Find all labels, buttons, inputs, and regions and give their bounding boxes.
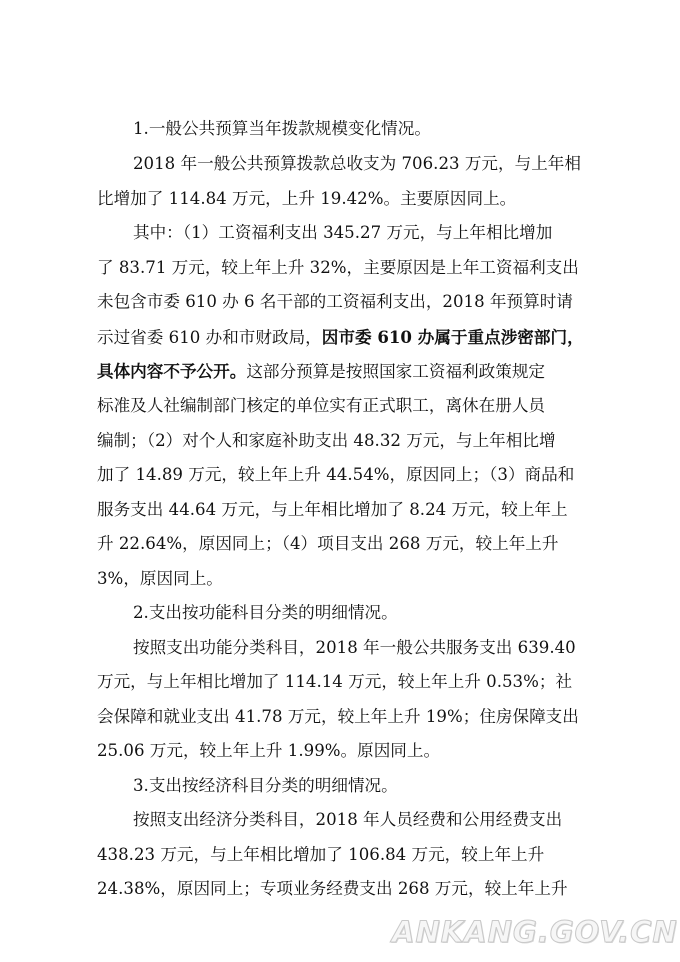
line-text: 未包含市委 610 办 6 名干部的工资福利支出，2018 年预算时请 [97,292,573,311]
paragraph-line-10 [0,426,680,456]
paragraph-line-2 [0,149,680,179]
paragraph-line-5 [0,253,680,283]
paragraph-line-16 [0,633,680,663]
line-text: 编制；（2）对个人和家庭补助支出 48.32 万元，与上年相比增 [97,431,556,450]
paragraph-line-18 [0,702,680,732]
paragraph-line-19 [0,736,680,766]
paragraph-line-3 [0,184,680,214]
line-text: 2.支出按功能科目分类的明细情况。 [133,603,398,622]
paragraph-line-17 [0,667,680,697]
paragraph-line-12 [0,495,680,525]
paragraph-line-8 [0,356,680,386]
line-text: 3%，原因同上。 [97,569,223,588]
paragraph-line-20 [0,771,680,801]
paragraph-line-9 [0,391,680,421]
line-text-bold: 因市委 610 办属于重点涉密部门， [321,327,584,347]
site-watermark: ANKANG.GOV.CN [392,915,678,949]
paragraph-line-6 [0,287,680,317]
paragraph-line-13 [0,529,680,559]
paragraph-line-14 [0,564,680,594]
line-text: 其中：（1）工资福利支出 345.27 万元，与上年相比增加 [133,223,553,242]
paragraph-line-1 [0,114,680,144]
line-text: 了 83.71 万元，较上年上升 32%，主要原因是上年工资福利支出 [97,258,579,277]
line-text-bold: 具体内容不予公开。 [97,361,247,381]
line-text: 24.38%，原因同上；专项业务经费支出 268 万元，较上年上升 [97,879,568,898]
line-text: 1.一般公共预算当年拨款规模变化情况。 [133,119,431,138]
line-text: 加了 14.89 万元，较上年上升 44.54%，原因同上；（3）商品和 [97,465,575,484]
line-text: 示过省委 610 办和市财政局， [97,328,322,347]
line-text: 按照支出功能分类科目，2018 年一般公共服务支出 639.40 [133,638,576,657]
line-text: 25.06 万元，较上年上升 1.99%。原因同上。 [97,741,441,760]
line-text: 服务支出 44.64 万元，与上年相比增加了 8.24 万元，较上年上 [97,500,568,519]
line-text: 3.支出按经济科目分类的明细情况。 [133,776,398,795]
line-text: 比增加了 114.84 万元，上升 19.42%。主要原因同上。 [97,189,517,208]
line-text: 按照支出经济分类科目，2018 年人员经费和公用经费支出 [133,810,563,829]
line-text: 会保障和就业支出 41.78 万元，较上年上升 19%；住房保障支出 [97,707,579,726]
line-text: 这部分预算是按照国家工资福利政策规定 [246,362,546,381]
paragraph-line-4 [0,218,680,248]
line-text: 标准及人社编制部门核定的单位实有正式职工，离休在册人员 [97,396,546,415]
line-text: 万元，与上年相比增加了 114.14 万元，较上年上升 0.53%；社 [97,672,573,691]
paragraph-line-23 [0,874,680,904]
line-text: 438.23 万元，与上年相比增加了 106.84 万元，较上年上升 [97,845,545,864]
line-text: 升 22.64%，原因同上；（4）项目支出 268 万元，较上年上升 [97,534,559,553]
paragraph-line-15 [0,598,680,628]
paragraph-line-7 [0,322,680,352]
paragraph-line-11 [0,460,680,490]
paragraph-line-21 [0,805,680,835]
line-text: 2018 年一般公共预算拨款总收支为 706.23 万元，与上年相 [133,154,581,173]
paragraph-line-22 [0,840,680,870]
